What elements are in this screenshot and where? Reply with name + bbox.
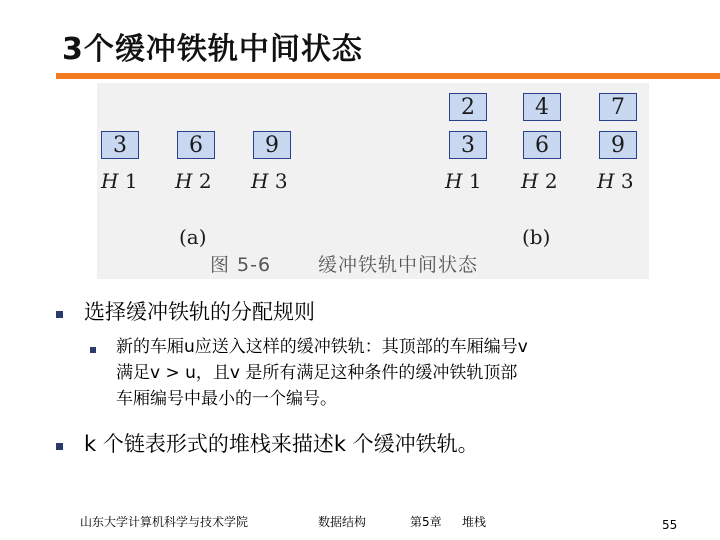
footer-school: 山东大学计算机科学与技术学院	[80, 515, 249, 529]
bullet-allocation-rule: 选择缓冲铁轨的分配规则	[84, 300, 315, 324]
track-h1-car: 3	[101, 131, 139, 159]
footer-course: 数据结构	[318, 515, 367, 529]
sub-bullet-line-3: 车厢编号中最小的一个编号。	[116, 389, 337, 409]
track-h3-car: 9	[253, 131, 291, 159]
page-number: 55	[662, 518, 678, 532]
bullet-linked-stacks: k 个链表形式的堆栈来描述k 个缓冲铁轨。	[84, 432, 479, 456]
bullet-marker	[56, 443, 63, 450]
track-h3-lower-car: 9	[599, 131, 637, 159]
track-h2-label: H 2	[175, 169, 212, 193]
title-underline	[56, 73, 720, 79]
track-h3-label: H 3	[597, 169, 634, 193]
bullet-marker	[56, 311, 63, 318]
footer-chapter: 第5章	[410, 515, 442, 529]
sub-bullet-marker	[90, 347, 96, 353]
panel-a-label: (a)	[179, 225, 207, 249]
track-h2-label: H 2	[521, 169, 558, 193]
footer-topic: 堆栈	[462, 515, 487, 529]
figure-caption-number: 图 5-6	[210, 254, 272, 276]
track-h3-label: H 3	[251, 169, 288, 193]
track-h2-upper-car: 4	[523, 93, 561, 121]
sub-bullet-line-1: 新的车厢u应送入这样的缓冲铁轨：其顶部的车厢编号v	[116, 337, 528, 357]
slide-title: 3个缓冲铁轨中间状态	[62, 32, 363, 67]
sub-bullet-line-2: 满足v > u，且v 是所有满足这种条件的缓冲铁轨顶部	[116, 363, 518, 383]
track-h3-upper-car: 7	[599, 93, 637, 121]
track-h2-lower-car: 6	[523, 131, 561, 159]
figure-caption-text: 缓冲铁轨中间状态	[318, 254, 479, 276]
track-h1-lower-car: 3	[449, 131, 487, 159]
track-h1-label: H 1	[101, 169, 138, 193]
track-h1-upper-car: 2	[449, 93, 487, 121]
track-h2-car: 6	[177, 131, 215, 159]
panel-b-label: (b)	[522, 225, 551, 249]
track-h1-label: H 1	[445, 169, 482, 193]
